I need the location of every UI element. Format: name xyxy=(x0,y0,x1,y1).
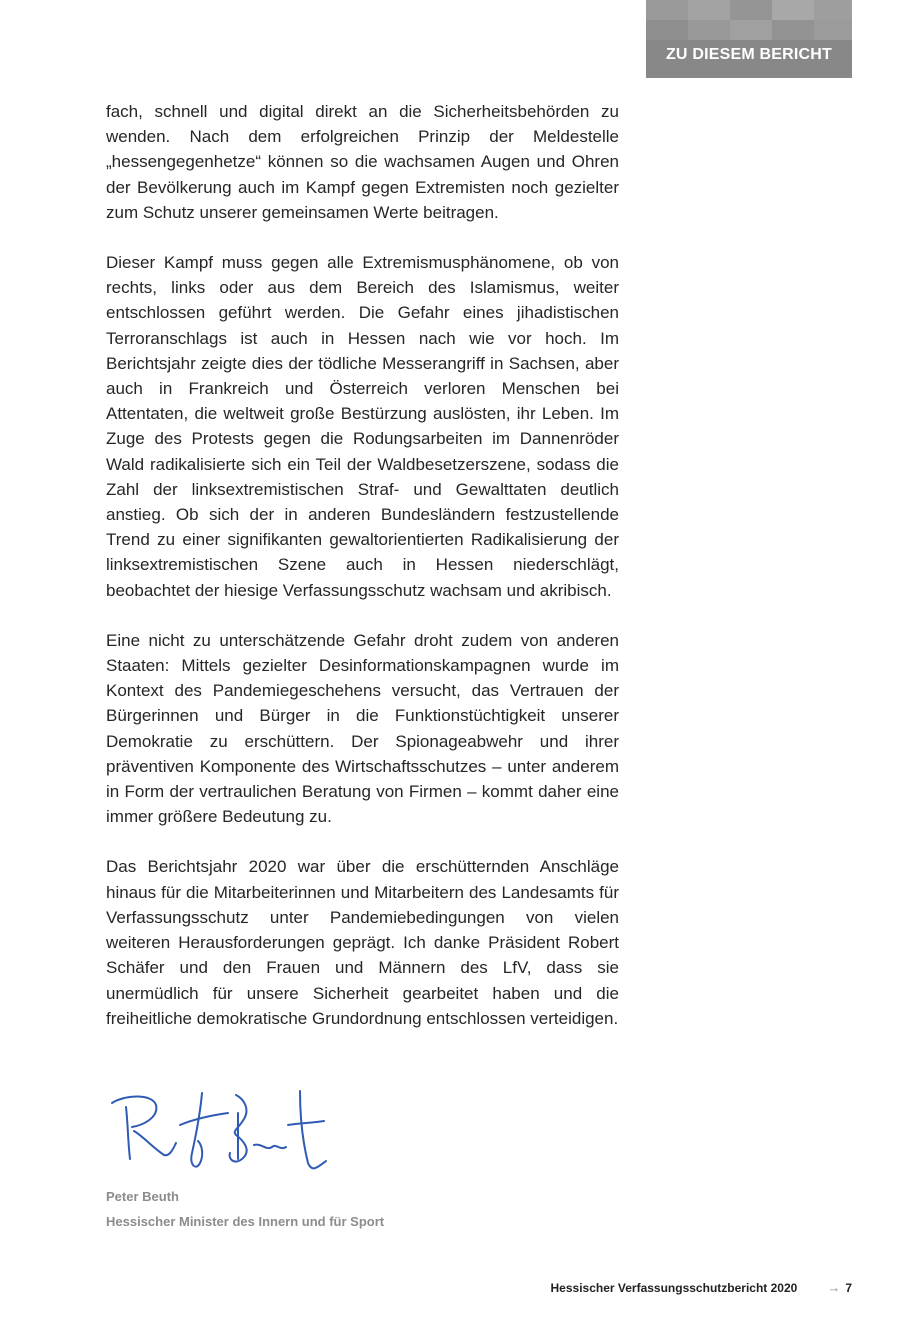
page-number: 7 xyxy=(845,1280,852,1295)
arrow-right-icon: → xyxy=(827,1280,841,1295)
paragraph: Dieser Kampf muss gegen alle Extremismusphänomene, ob von rechts, links oder aus dem Bereich des Islamismus, weiter entschlossen geführt werden. Die Gefahr eines jihadistischen Terroranschlags ist auch in Hessen nach wie vor hoch. Im Berichtsjahr zeigte dies der tödliche Messerangriff in Sachsen, aber auch in Frankreich und Österreich verloren Menschen bei Attentaten, die weltweit große Bestürzung auslösten, ihr Leben. Im Zuge des Protests gegen die Rodungsarbeiten im Dannenröder Wald radikalisierte sich ein Teil der Waldbesetzerszene, sodass die Zahl der linksextremistischen Straf- und Gewalttaten deutlich anstieg. Ob sich der in anderen Bundesländern festzustellende Trend zu einer signifikanten gewaltorientierten Radikalisierung der linksextremistischen Szene auch in Hessen niederschlägt, beobachtet der hiesige Verfassungsschutz wachsam und akribisch. xyxy=(106,253,619,600)
section-label: ZU DIESEM BERICHT xyxy=(665,46,833,63)
signer-title: Hessischer Minister des Innern und für Sport xyxy=(106,1214,385,1229)
paragraph: Eine nicht zu unterschätzende Gefahr droht zudem von anderen Staaten: Mittels gezielter Desinformationskampagnen wurde im Kontext des Pandemiegeschehens versucht, das Vertrauen der Bürgerinnen und Bürger in die Funktionstüchtigkeit unserer Demokratie zu erschüttern. Der Spionageabwehr und ihrer präventiven Komponente des Wirtschaftsschutzes – unter anderem in Form der vertraulichen Beratung von Firmen – kommt daher eine immer größere Bedeutung zu. xyxy=(106,630,619,827)
paragraph: Das Berichtsjahr 2020 war über die erschütternden Anschläge hinaus für die Mitarbeiterinnen und Mitarbeitern des Landesamts für Verfassungsschutz unter Pandemiebedingungen von vielen weiteren Herausforderungen geprägt. Ich danke Präsident Robert Schäfer und den Frauen und Männern des LfV, dass sie unermüdlich für unsere Sicherheit gearbeitet haben und die freiheitliche demokratische Grundordnung entschlossen verteidigen. xyxy=(106,857,619,1028)
letter-body xyxy=(106,99,619,1056)
page-footer xyxy=(551,1280,852,1295)
paragraph: fach, schnell und digital direkt an die Sicherheitsbehörden zu wenden. Nach dem erfolgreichen Prinzip der Meldestelle „hessengegenhetze“ können so die wachsamen Augen und Ohren der Bevölkerung auch im Kampf gegen Extremisten noch gezielter zum Schutz unserer gemeinsamen Werte beitragen. xyxy=(106,102,619,222)
tab-mosaic-pattern xyxy=(646,0,852,78)
signer-name: Peter Beuth xyxy=(106,1189,179,1204)
handwritten-signature xyxy=(104,1085,339,1180)
publication-title: Hessischer Verfassungsschutzbericht 2020 xyxy=(550,1280,798,1295)
section-tab xyxy=(646,0,852,78)
